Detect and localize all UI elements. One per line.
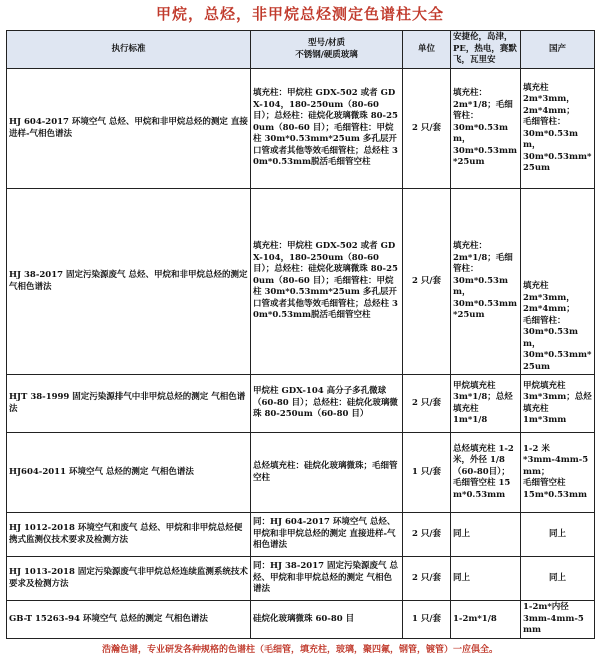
row-unit: 2 只/套 [403,557,451,601]
table-row [7,189,595,375]
header-agilent: 安捷伦，岛津，PE，热电，赛默飞，瓦里安 [451,31,521,69]
row-agilent: 填充柱： 2m*1/8；毛细管柱： 30m*0.53mm， 30m*0.53mm *25um [451,69,521,189]
row-standard: HJ604-2011 环境空气 总烃的测定 气相色谱法 [7,433,251,513]
row-model: 总烃填充柱：硅烷化玻璃微珠；毛细管空柱 [251,433,403,513]
row-agilent: 1-2m*1/8 [451,601,521,639]
row-model: 填充柱：甲烷柱 GDX-502 或者 GDX-104，180-250um（80-60 目）；总烃柱：硅烷化玻璃微珠 80-250um（80-60 目）；毛细管柱：甲烷柱 30m*0.53mm*25um 多孔层开口管或者其他等效毛细管柱；总烃柱 30m*0.53mm脱活毛细管空柱 [251,189,403,375]
row-model: 同：HJ 604-2017 环境空气 总烃、甲烷和非甲烷总烃的测定 直接进样-气相色谱法 [251,513,403,557]
row-domestic: 1-2 米 *3mm-4mm-5mm； 毛细管空柱 15m*0.53mm [521,433,595,513]
header-standard: 执行标准 [7,31,251,69]
table-row [7,601,595,639]
header-domestic: 国产 [521,31,595,69]
row-agilent: 同上 [451,513,521,557]
row-model: 硅烷化玻璃微珠 60-80 目 [251,601,403,639]
table-row [7,375,595,433]
row-standard: HJT 38-1999 固定污染源排气中非甲烷总烃的测定 气相色谱法 [7,375,251,433]
row-unit: 1 只/套 [403,433,451,513]
row-domestic: 同上 [521,557,595,601]
page-title: 甲烷，总烃，非甲烷总烃测定色谱柱大全 [155,5,444,23]
row-standard: GB-T 15263-94 环境空气 总烃的测定 气相色谱法 [7,601,251,639]
header-model: 型号/材质 不锈钢/硬质玻璃 [251,31,403,69]
footer-note: 浩瀚色谱，专业研发各种规格的色谱柱（毛细管，填充柱，玻璃，聚四氟，钢管，镀管）一应俱全。 [101,645,498,655]
row-model: 同：HJ 38-2017 固定污染源废气 总烃、甲烷和非甲烷总烃的测定 气相色谱法 [251,557,403,601]
row-unit: 2 只/套 [403,375,451,433]
table-row [7,557,595,601]
row-domestic: 填充柱 2m*3mm， 2m*4mm； 毛细管柱： 30m*0.53mm， 30m*0.53mm* 25um [521,189,595,375]
row-domestic: 甲烷填充柱 3m*3mm；总烃填充柱 1m*3mm [521,375,595,433]
row-agilent: 甲烷填充柱 3m*1/8；总烃填充柱 1m*1/8 [451,375,521,433]
column-spec-table [6,30,595,639]
row-standard: HJ 1012-2018 环境空气和废气 总烃、甲烷和非甲烷总烃便携式监测仪技术要求及检测方法 [7,513,251,557]
table-row [7,433,595,513]
row-domestic: 同上 [521,513,595,557]
row-standard: HJ 1013-2018 固定污染源废气非甲烷总烃连续监测系统技术要求及检测方法 [7,557,251,601]
row-agilent: 总烃填充柱 1-2 米，外径 1/8（60-80目）；毛细管空柱 15m*0.53mm [451,433,521,513]
row-unit: 1 只/套 [403,601,451,639]
row-domestic: 填充柱 2m*3mm， 2m*4mm； 毛细管柱： 30m*0.53mm， 30m*0.53mm* 25um [521,69,595,189]
row-model: 甲烷柱 GDX-104 高分子多孔微球（60-80 目）；总烃柱：硅烷化玻璃微珠 80-250um（60-80 目） [251,375,403,433]
row-agilent: 填充柱： 2m*1/8；毛细管柱： 30m*0.53mm， 30m*0.53mm *25um [451,189,521,375]
row-standard: HJ 604-2017 环境空气 总烃、甲烷和非甲烷总烃的测定 直接进样-气相色谱法 [7,69,251,189]
row-model: 填充柱：甲烷柱 GDX-502 或者 GDX-104，180-250um（80-60 目）；总烃柱：硅烷化玻璃微珠 80-250um（80-60 目）；毛细管柱：甲烷柱 30m*0.53mm*25um 多孔层开口管或者其他等效毛细管柱；总烃柱 30m*0.53mm脱活毛细管空柱 [251,69,403,189]
table-header-row [7,31,595,69]
row-standard: HJ 38-2017 固定污染源废气 总烃、甲烷和非甲烷总烃的测定 气相色谱法 [7,189,251,375]
row-unit: 2 只/套 [403,189,451,375]
row-domestic: 1-2m*内径 3mm-4mm-5mm [521,601,595,639]
row-unit: 2 只/套 [403,513,451,557]
row-unit: 2 只/套 [403,69,451,189]
table-row [7,513,595,557]
table-row [7,69,595,189]
header-unit: 单位 [403,31,451,69]
row-agilent: 同上 [451,557,521,601]
